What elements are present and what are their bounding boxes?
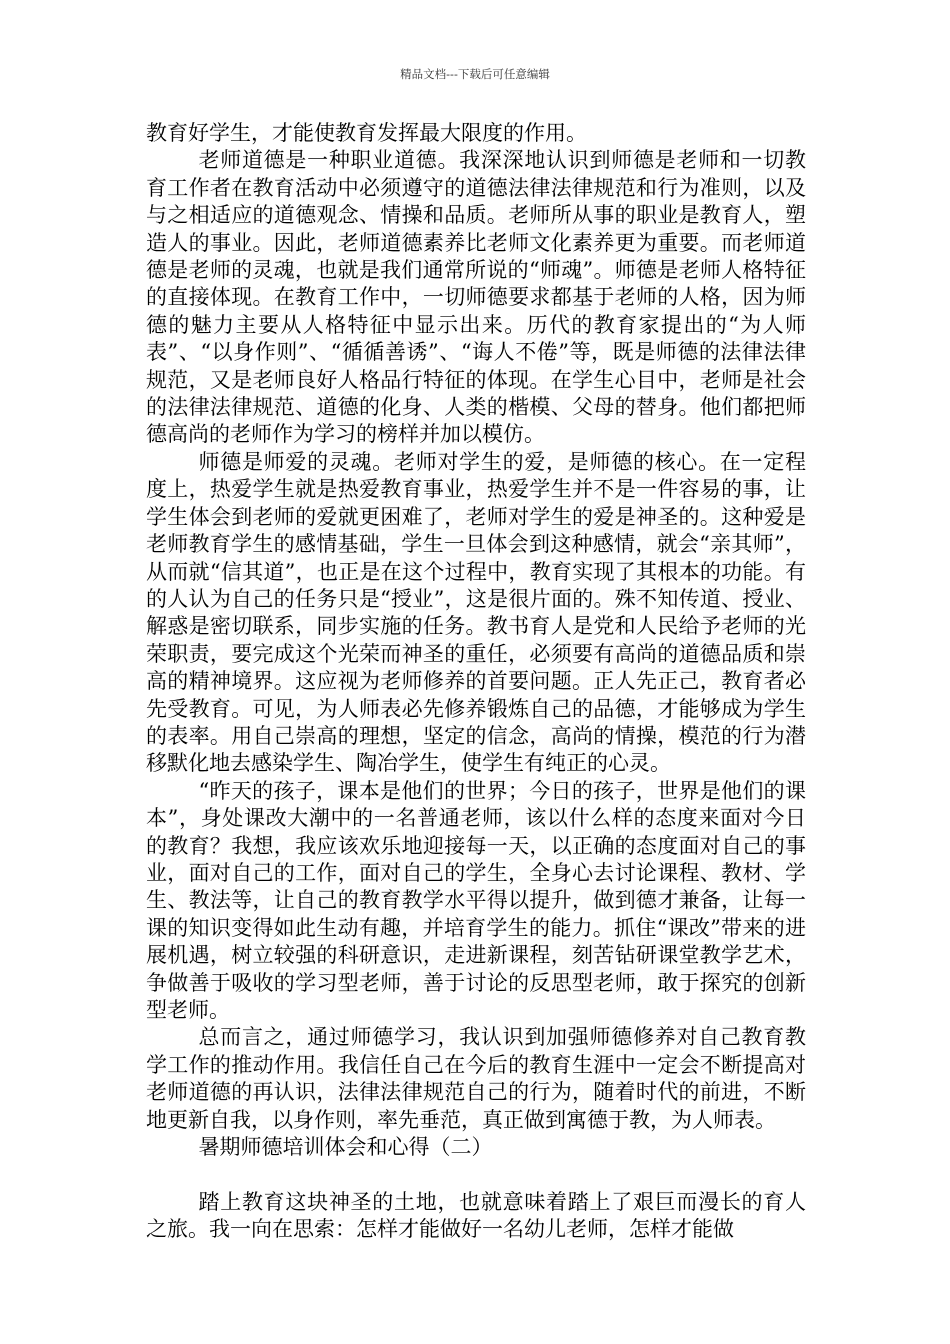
section-subtitle: 暑期师德培训体会和心得（二） xyxy=(198,1135,493,1160)
paragraph-opening-second: 踏上教育这块神圣的土地，也就意味着踏上了艰巨而漫长的育人之旅。我一向在思索：怎样才能做好一名幼儿老师，怎样才能做 xyxy=(146,1189,806,1242)
paragraph-curriculum-reform: “昨天的孩子，课本是他们的世界；今日的孩子，世界是他们的课本”，身处课改大潮中的一名普通老师，该以什么样的态度来面对今日的教育？我想，我应该欢乐地迎接每一天，以正确的态度面对自己的事业，面对自己的工作，面对自己的学生，全身心去讨论课程、教材、学生、教法等，让自己的教育教学水平得以提升，做到德才兼备，让每一课的知识变得如此生动有趣，并培育学生的能力。抓住“课改”带来的进展机遇，树立较强的科研意识，走进新课程，刻苦钻研课堂教学艺术，争做善于吸收的学习型老师，善于讨论的反思型老师，敢于探究的创新型老师。 xyxy=(146,778,806,1022)
paragraph-teacher-ethics: 老师道德是一种职业道德。我深深地认识到师德是老师和一切教育工作者在教育活动中必须遵守的道德法律法律规范和行为准则，以及与之相适应的道德观念、情操和品质。老师所从事的职业是教育人，塑造人的事业。因此，老师道德素养比老师文化素养更为重要。而老师道德是老师的灵魂，也就是我们通常所说的“师魂”。师德是老师人格特征的直接体现。在教育工作中，一切师德要求都基于老师的人格，因为师德的魅力主要从人格特征中显示出来。历代的教育家提出的“为人师表”、“以身作则”、“循循善诱”、“诲人不倦”等，既是师德的法律法律规范，又是老师良好人格品行特征的体现。在学生心目中，老师是社会的法律法律规范、道德的化身、人类的楷模、父母的替身。他们都把师德高尚的老师作为学习的榜样并加以模仿。 xyxy=(146,148,806,447)
paragraph-conclusion: 总而言之，通过师德学习，我认识到加强师德修养对自己教育教学工作的推动作用。我信任自己在今后的教育生涯中一定会不断提高对老师道德的再认识，法律法律规范自己的行为，随着时代的前进，不断地更新自我，以身作则，率先垂范，真正做到寓德于教，为人师表。 xyxy=(146,1025,806,1132)
paragraph-continuation: 教育好学生，才能使教育发挥最大限度的作用。 xyxy=(146,121,587,145)
page-header: 精品文档---下载后可任意编辑 xyxy=(400,67,550,81)
paragraph-teacher-love: 师德是师爱的灵魂。老师对学生的爱，是师德的核心。在一定程度上，热爱学生就是热爱教育事业，热爱学生并不是一件容易的事，让学生体会到老师的爱就更困难了，老师对学生的爱是神圣的。这种爱是老师教育学生的感情基础，学生一旦体会到这种感情，就会“亲其师”，从而就“信其道”，也正是在这个过程中，教育实现了其根本的功能。有的人认为自己的任务只是“授业”，这是很片面的。殊不知传道、授业、解惑是密切联系，同步实施的任务。教书育人是党和人民给予老师的光荣职责，要完成这个光荣而神圣的重任，必须要有高尚的道德品质和崇高的精神境界。这应视为老师修养的首要问题。正人先正己，教育者必先受教育。可见，为人师表必先修养锻炼自己的品德，才能够成为学生的表率。用自己崇高的理想，坚定的信念，高尚的情操，模范的行为潜移默化地去感染学生、陶冶学生，使学生有纯正的心灵。 xyxy=(146,449,806,776)
blank-line xyxy=(146,1161,806,1188)
document-body xyxy=(146,120,806,1244)
